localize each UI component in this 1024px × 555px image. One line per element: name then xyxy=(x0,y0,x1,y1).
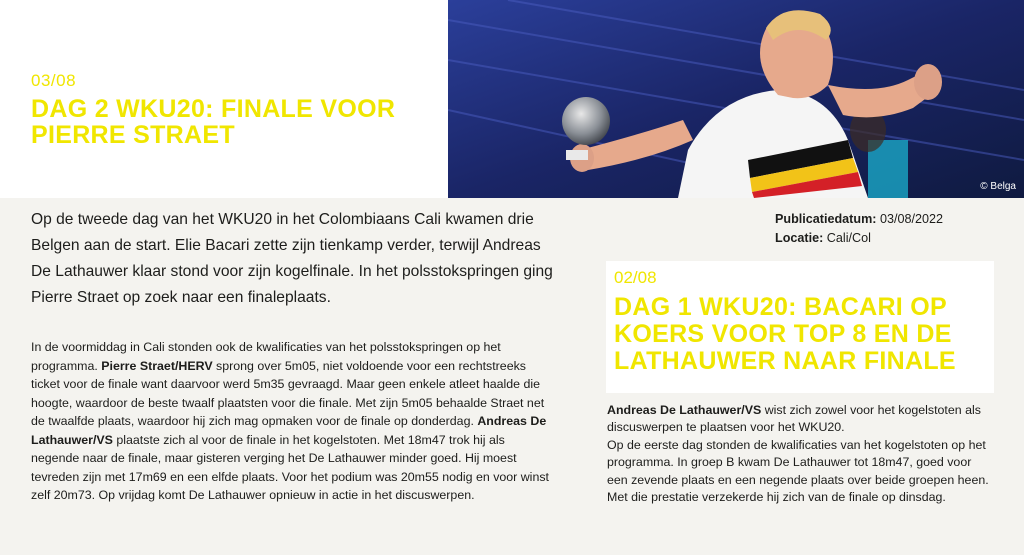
athlete-name-straet: Pierre Straet/HERV xyxy=(101,358,213,373)
hero-header xyxy=(0,0,448,198)
article-meta xyxy=(775,210,943,248)
related-summary-text-1: wist zich zowel voor het kogelstoten als discuswerpen te plaatsen voor het WKU20. xyxy=(607,403,981,435)
article-date: 03/08 xyxy=(31,71,77,90)
related-summary-line-2: Op de eerste dag stonden de kwalificaties van het kogelstoten op het programma. In groep B kwam De Lathauwer tot 18m47, goed voor een zevende plaats en een negende plaats over beide groepen heen. Met die prestatie verzekerde hij zich van de finale op dinsdag. xyxy=(607,437,989,505)
related-summary-line-1 xyxy=(607,402,992,437)
hero-photo xyxy=(448,0,1024,198)
location-label: Locatie: xyxy=(775,231,824,245)
related-article-card[interactable] xyxy=(606,261,994,393)
body-text-2: sprong over 5m05, niet voldoende voor een rechtstreeks ticket voor de finale want daarvoor werd 5m35 gevraagd. Maar geen enkele atleet haalde die hoogte, waardoor de beste twaalf plaatsten voor die finale. Met zijn 5m05 behaalde Straet net de twaalfde plaats, waardoor hij zich mag opmaken voor de finale op donderdag. xyxy=(31,358,545,428)
publication-date-label: Publicatiedatum: xyxy=(775,212,877,226)
publication-date xyxy=(775,210,943,229)
body-text-1: In de voormiddag in Cali stonden ook de kwalificaties van het polsstokspringen op het programma. xyxy=(31,340,501,373)
body-text-3: plaatste zich al voor de finale in het kogelstoten. Met 18m47 trok hij als negende naar de finale, maar gisteren verging het De Lathauwer minder goed. Hij moest tevreden zijn met 17m69 en een elfde plaats. Voor het podium was 20m55 nodig en voor winst zelf 20m73. Op vrijdag komt De Lathauwer opnieuw in actie in het discuswerpen. xyxy=(31,432,549,502)
photo-credit: © Belga xyxy=(980,181,1016,192)
related-article-date: 02/08 xyxy=(614,268,657,287)
page-title: DAG 2 WKU20: FINALE VOOR PIERRE STRAET xyxy=(31,95,396,149)
related-article-summary xyxy=(607,402,992,506)
athlete-photo-illustration xyxy=(448,0,1024,198)
article-body xyxy=(31,338,551,505)
location-value: Cali/Col xyxy=(823,231,871,245)
related-athlete-name: Andreas De Lathauwer/VS xyxy=(607,403,762,417)
article-intro: Op de tweede dag van het WKU20 in het Colombiaans Cali kwamen drie Belgen aan de start. Elie Bacari zette zijn tienkamp verder, terwijl Andreas De Lathauwer klaar stond voor zijn kogelfinale. In het polsstokspringen ging Pierre Straet op zoek naar een finaleplaats. xyxy=(31,211,553,306)
related-article-title[interactable]: DAG 1 WKU20: BACARI OP KOERS VOOR TOP 8 EN DE LATHAUWER NAAR FINALE xyxy=(614,293,956,375)
location xyxy=(775,229,943,248)
athlete-name-delathauwer: Andreas De Lathauwer/VS xyxy=(31,414,547,447)
publication-date-value: 03/08/2022 xyxy=(876,212,943,226)
